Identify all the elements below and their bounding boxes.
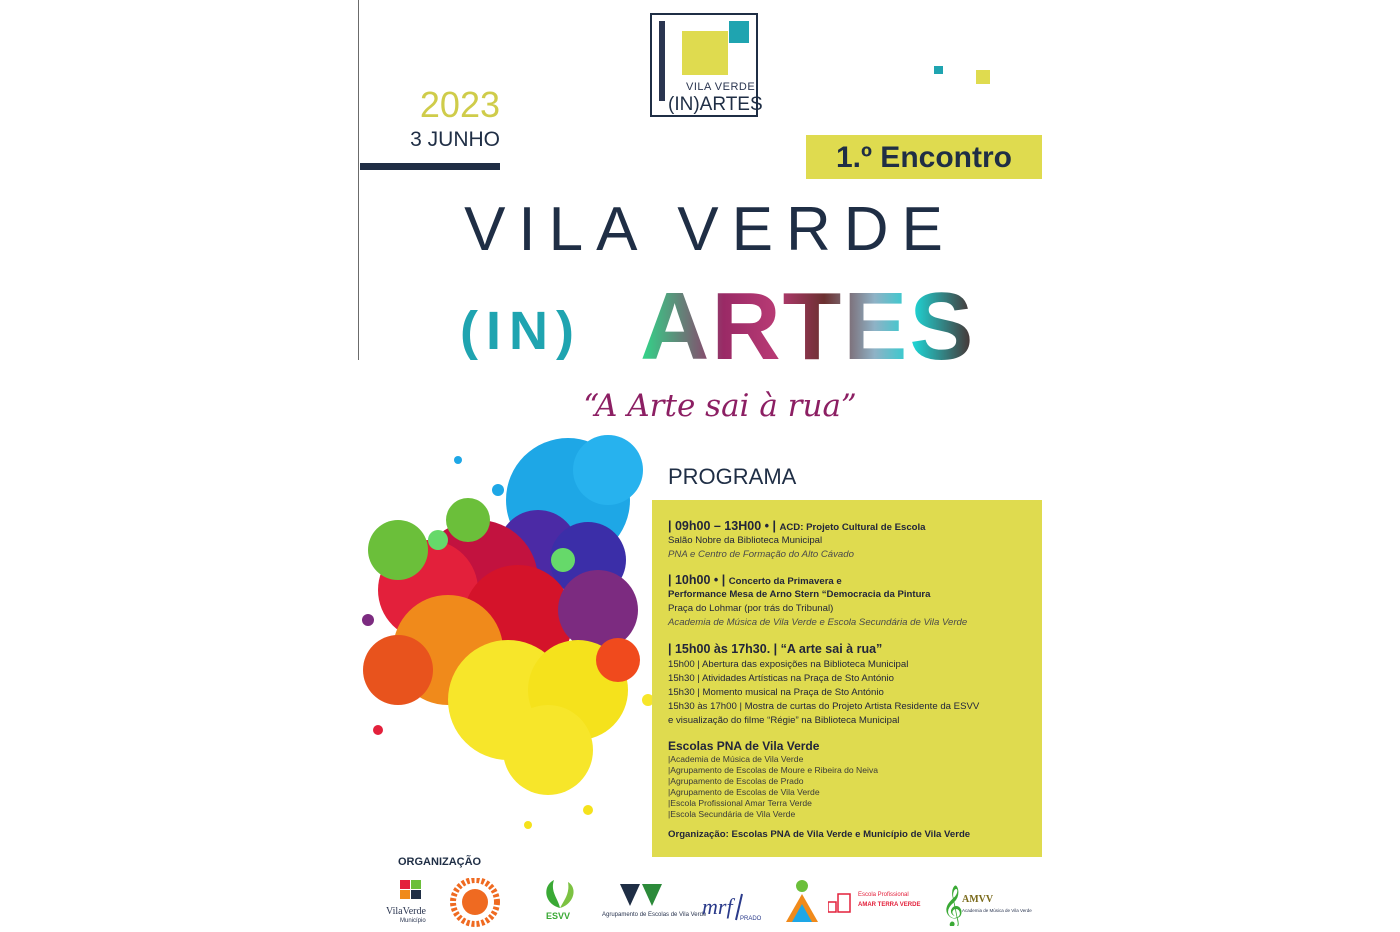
edition-badge — [806, 135, 1042, 179]
event-logo — [650, 13, 763, 117]
organization-label: ORGANIZAÇÃO — [398, 856, 482, 868]
block1-time: | 09h00 – 13H00 • | — [668, 519, 780, 533]
vilaverde-emblem-icon — [400, 880, 422, 900]
amar-terra-verde-sub: AMAR TERRA VERDE — [858, 902, 921, 908]
school-item: |Escola Secundária de Vila Verde — [668, 809, 796, 819]
title-artes: ARTES — [640, 273, 976, 380]
block3-item: 15h30 | Atividades Artísticas na Praça de Sto António — [668, 673, 894, 684]
program-panel — [652, 500, 1042, 857]
program-heading: PROGRAMA — [668, 464, 797, 489]
agrupamento-triangles-icon — [620, 884, 664, 908]
amar-terra-verde-icon — [828, 890, 854, 914]
paint-splash-image — [358, 430, 680, 850]
amvv-logo — [940, 878, 1032, 928]
partner-logos — [380, 878, 1040, 930]
school-item: |Agrupamento de Escolas de Prado — [668, 776, 804, 786]
amvv-sub: Academia de Música de Vila Verde — [962, 908, 1032, 913]
schools-heading: Escolas PNA de Vila Verde — [668, 739, 820, 753]
block1-organizers: PNA e Centro de Formação do Alto Cávado — [668, 549, 854, 560]
moure-logo — [782, 878, 822, 928]
esvv-logo — [540, 878, 584, 928]
vilaverde-text: VilaVerde — [386, 906, 426, 917]
date-underline — [360, 163, 500, 170]
yellow-dot-decoration — [976, 70, 990, 84]
vilaverde-logo — [384, 878, 432, 928]
block1-heading-row — [668, 520, 926, 534]
block3-item: 15h30 às 17h00 | Mostra de curtas do Projeto Artista Residente da ESVV — [668, 701, 980, 712]
prado-text: PRADO — [740, 916, 762, 922]
logo-line1: VILA VERDE — [686, 81, 756, 93]
school-item: |Academia de Música de Vila Verde — [668, 754, 804, 764]
logo-line2: (IN)ARTES — [668, 94, 763, 115]
school-item: |Escola Profissional Amar Terra Verde — [668, 798, 812, 808]
title-line1: VILA VERDE — [464, 195, 956, 264]
school-item: |Agrupamento de Escolas de Vila Verde — [668, 787, 820, 797]
event-year: 2023 — [419, 84, 500, 125]
logo-teal-square — [729, 21, 749, 43]
svg-text:𝄞: 𝄞 — [942, 886, 964, 926]
block2-venue: Praça do Lohmar (por trás do Tribunal) — [668, 603, 834, 614]
esvv-text: ESVV — [546, 911, 571, 921]
vilaverde-sub: Município — [400, 918, 426, 924]
agrupamento-logo — [602, 878, 707, 928]
block2-heading-row — [668, 574, 842, 588]
title-in: (IN) — [460, 301, 582, 361]
slogan: “A Arte sai à rua” — [583, 388, 857, 424]
block2-title: Concerto da Primavera e — [728, 576, 842, 587]
block3-item: 15h00 | Abertura das exposições na Biblioteca Municipal — [668, 659, 909, 670]
agrupamento-text: Agrupamento de Escolas de Vila Verde — [602, 912, 707, 918]
block3-item: 15h30 | Momento musical na Praça de Sto António — [668, 687, 884, 698]
sunburst-icon — [450, 878, 500, 928]
block3-item: e visualização do filme “Régie” na Biblioteca Municipal — [668, 715, 900, 726]
school-item: |Agrupamento de Escolas de Moure e Ribeira do Neiva — [668, 765, 879, 775]
amar-terra-verde-logo — [826, 878, 926, 928]
esvv-leaf-icon — [540, 878, 580, 910]
block2-time: | 10h00 • | — [668, 573, 729, 587]
divider-line — [358, 0, 359, 360]
amvv-text: AMVV — [962, 894, 994, 905]
organization-credit: Organização: Escolas PNA de Vila Verde e Município de Vila Verde — [668, 829, 971, 840]
logo-yellow-square — [682, 31, 728, 75]
prado-logo — [700, 878, 760, 928]
event-date: 3 JUNHO — [410, 128, 500, 151]
treble-clef-icon — [942, 880, 964, 926]
edition-badge-text: 1.º Encontro — [836, 141, 1012, 174]
moure-tree-icon — [782, 878, 822, 924]
block2-organizers: Academia de Música de Vila Verde e Escola Secundária de Vila Verde — [668, 617, 968, 628]
svg-text:mrf: mrf — [702, 894, 733, 919]
amar-terra-verde-text: Escola Profissional — [858, 892, 909, 898]
block2-line2: Performance Mesa de Arno Stern “Democracia da Pintura — [668, 589, 931, 600]
logo-bar-shape — [659, 21, 665, 101]
sunburst-logo — [450, 878, 500, 928]
block3-heading: | 15h00 às 17h30. | “A arte sai à rua” — [668, 642, 883, 656]
teal-dot-decoration — [934, 66, 943, 74]
block1-title: ACD: Projeto Cultural de Escola — [779, 522, 926, 533]
block1-venue: Salão Nobre da Biblioteca Municipal — [668, 535, 823, 546]
